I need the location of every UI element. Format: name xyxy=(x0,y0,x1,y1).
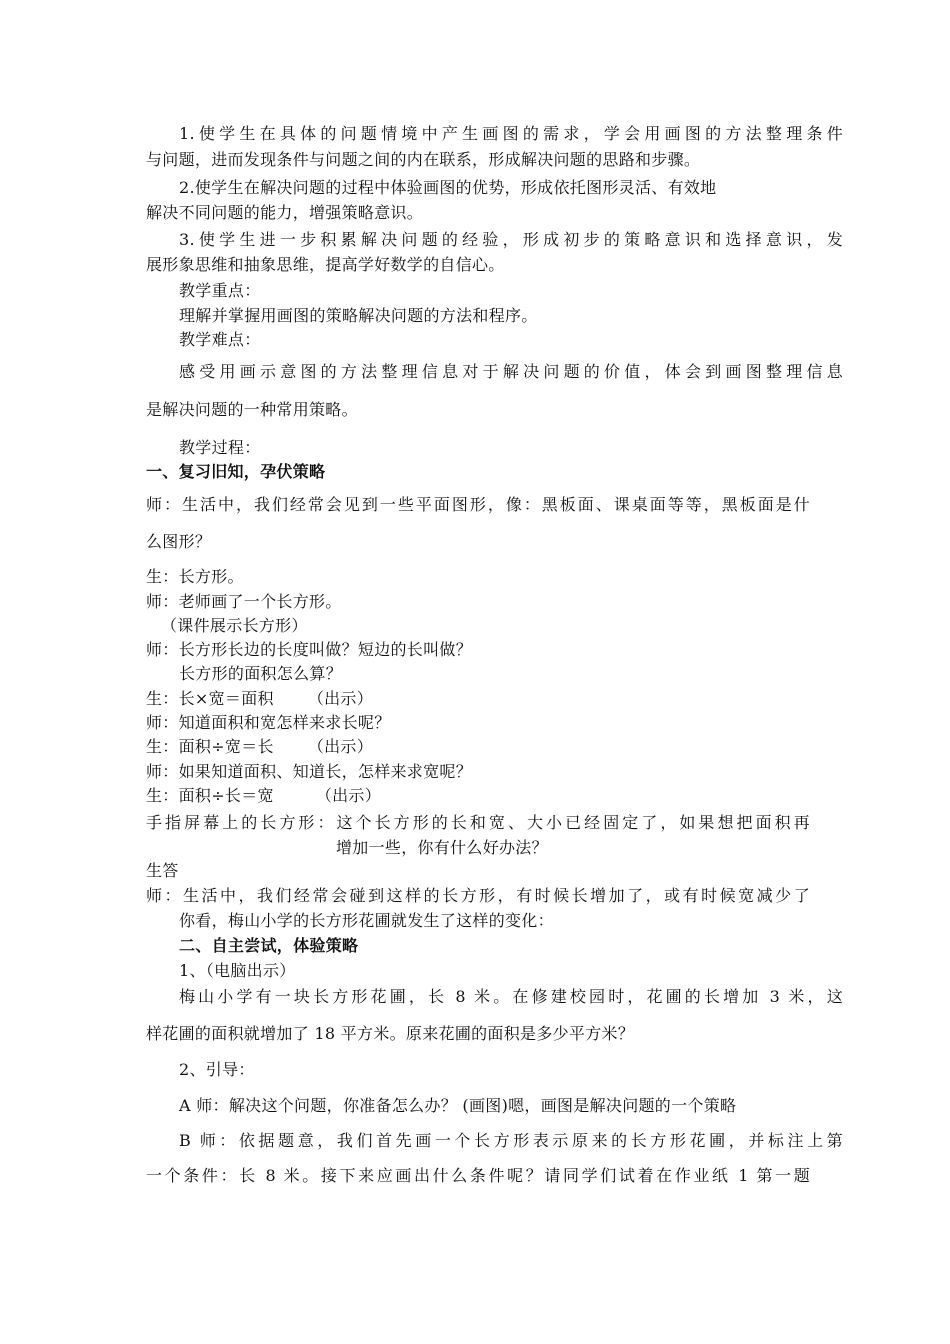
teacher-line-6-cont: 你看，梅山小学的长方形花圃就发生了这样的变化： xyxy=(179,911,554,930)
key-point-text: 理解并掌握用画图的策略解决问题的方法和程序。 xyxy=(179,306,538,325)
guide-b-line-2: 一个条件：长 8 米。接下来应画出什么条件呢？请同学们试着在作业纸 1 第一题 xyxy=(146,1166,810,1185)
teacher-line-3b: 长方形的面积怎么算？ xyxy=(179,664,343,683)
student-line-1: 生：长方形。 xyxy=(146,567,244,586)
student-line-4 xyxy=(146,784,810,808)
teacher-line-6: 师：生活中，我们经常会碰到这样的长方形，有时候长增加了，或有时候宽减少了 xyxy=(146,886,810,905)
hand-point-line-1: 手指屏幕上的长方形：这个长方形的长和宽、大小已经固定了，如果想把面积再 xyxy=(146,813,810,832)
section-1-title: 一、复习旧知，孕伏策略 xyxy=(146,462,326,481)
hint-show-2: （出示） xyxy=(307,737,374,756)
difficulty-line-1: 感受用画示意图的方法整理信息对于解决问题的价值，体会到画图整理信息 xyxy=(179,362,843,381)
teacher-line-4: 师：知道面积和宽怎样来求长呢？ xyxy=(146,713,391,732)
section-2-title: 二、自主尝试，体验策略 xyxy=(179,936,359,955)
teacher-line-1-cont: 么图形？ xyxy=(146,532,212,551)
objective-1-line-2: 与问题，进而发现条件与问题之间的内在联系，形成解决问题的思路和步骤。 xyxy=(146,150,701,169)
courseware-show: （课件展示长方形） xyxy=(161,616,308,635)
guide-b-line-1: B 师：依据题意，我们首先画一个长方形表示原来的长方形花圃，并标注上第 xyxy=(179,1131,843,1150)
student-line-3-text: 生：面积÷宽＝长 xyxy=(146,737,274,756)
student-line-2 xyxy=(146,687,810,711)
teacher-line-3: 师：长方形长边的长度叫做？短边的长叫做？ xyxy=(146,640,473,659)
student-line-4-text: 生：面积÷长＝宽 xyxy=(146,786,274,805)
hand-point-line-2: 增加一些，你有什么好办法？ xyxy=(336,838,548,857)
objective-2-line-1: 2.使学生在解决问题的过程中体验画图的优势，形成依托图形灵活、有效地 xyxy=(179,178,717,197)
student-line-3 xyxy=(146,735,810,759)
key-point-label: 教学重点： xyxy=(179,281,261,300)
problem-line-1: 梅山小学有一块长方形花圃，长 8 米。在修建校园时，花圃的长增加 3 米，这 xyxy=(179,987,843,1006)
difficulty-label: 教学难点： xyxy=(179,330,261,349)
teacher-line-5: 师：如果知道面积、知道长，怎样来求宽呢？ xyxy=(146,762,473,781)
objective-3-line-2: 展形象思维和抽象思维，提高学好数学的自信心。 xyxy=(146,255,505,274)
objective-3-line-1: 3.使学生进一步积累解决问题的经验，形成初步的策略意识和选择意识，发 xyxy=(179,230,843,249)
teacher-line-1: 师：生活中，我们经常会见到一些平面图形，像：黑板面、课桌面等等，黑板面是什 xyxy=(146,495,810,514)
hint-show-1: （出示） xyxy=(307,689,374,708)
guide-a: A 师：解决这个问题，你准备怎么办？ (画图)嗯，画图是解决问题的一个策略 xyxy=(179,1096,737,1115)
objective-2-line-2: 解决不同问题的能力，增强策略意识。 xyxy=(146,203,424,222)
hint-show-3: （出示） xyxy=(315,786,382,805)
process-label: 教学过程： xyxy=(179,438,261,457)
difficulty-line-2: 是解决问题的一种常用策略。 xyxy=(146,400,358,419)
step-2: 2、引导： xyxy=(179,1060,255,1079)
objective-1-line-1: 1.使学生在具体的问题情境中产生画图的需求，学会用画图的方法整理条件 xyxy=(179,124,843,143)
teacher-line-2: 师：老师画了一个长方形。 xyxy=(146,592,342,611)
student-answer: 生答 xyxy=(146,861,179,880)
student-line-2-text: 生：长×宽＝面积 xyxy=(146,689,274,708)
problem-line-2: 样花圃的面积就增加了 18 平方米。原来花圃的面积是多少平方米？ xyxy=(146,1024,635,1043)
step-1: 1、（电脑出示） xyxy=(179,961,296,980)
